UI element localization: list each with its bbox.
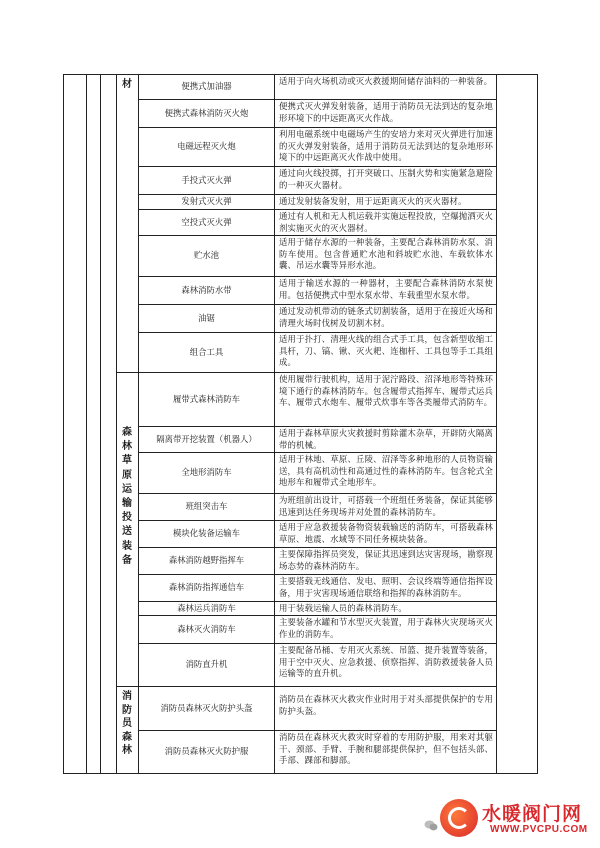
equipment-name: 隔离带开挖装置（机器人）: [156, 433, 257, 444]
table-divider: [116, 74, 117, 774]
equipment-name: 森林消防越野指挥车: [168, 555, 245, 566]
equipment-description: 便携式灭火弹发射装备，适用于消防员无法到达的复杂地形环境下的中远距离灭火作战。: [279, 101, 493, 123]
table-divider: [496, 74, 497, 774]
equipment-name: 履带式森林消防车: [173, 393, 240, 404]
equipment-description: 适用于输送水源的一种器材，主要配合森林消防水泵使用。包括便携式中型水泵水带、车载重型水泵水带。: [279, 278, 493, 300]
category-label-firefighter: 消防员森林: [122, 691, 132, 757]
equipment-description: 消防员在森林灭火救灾作业时用于对头部提供保护的专用防护头盔。: [279, 694, 493, 716]
equipment-name: 手投式灭火弹: [181, 174, 232, 185]
equipment-description: 主要配备吊桶、专用灭火系统、吊篮、提升装置等装备，用于空中灭火、应急救援、侦察指挥、消防救援装备人员运输等的直升机。: [279, 645, 493, 679]
equipment-description: 主要搭载无线通信、发电、照明、会议终端等通信指挥设备，用于灾害现场通信联络和指挥的森林消防车。: [279, 576, 493, 598]
equipment-description: 通过发动机带动的链条式切割装备，适用于在接近火场和清理火场时伐树及切割木材。: [279, 306, 493, 328]
category-label-materials: 材: [122, 79, 132, 90]
equipment-description: 主要保障指挥员突发，保证其迅速到达灾害现场，勘察现场态势的森林消防车。: [279, 549, 493, 571]
equipment-description: 通过向火线投掷，打开突破口、压制火势和实施紧急避险的一种灭火器材。: [279, 168, 493, 190]
wechat-icon: [424, 820, 438, 831]
watermark-title: 水暖阀门网: [482, 803, 583, 825]
equipment-description: 适用于储存水源的一种装备，主要配合森林消防水泵、消防车使用。包含普通贮水池和斜坡贮水池、车载软体水囊、吊运水囊等异形水池。: [279, 237, 493, 271]
equipment-name: 消防直升机: [185, 659, 228, 670]
equipment-description: 适用于应急救援装备物资装载输送的消防车，可搭载森林草原、地震、水域等不同任务模块装备。: [279, 522, 493, 544]
watermark-url: WWW.PVCPU.COM: [490, 824, 588, 835]
table-border-right: [537, 74, 538, 774]
equipment-name: 森林运兵消防车: [177, 602, 236, 613]
equipment-name: 模块化装备运输车: [173, 528, 240, 539]
site-watermark: [440, 793, 600, 848]
table-divider: [86, 74, 87, 774]
table-border-left: [63, 74, 64, 774]
equipment-description: 消防员在森林灭火救灾时穿着的专用防护服，用来对其躯干、颈部、手臂、手腕和腿部提供保护，但不包括头部、手部、踝部和脚部。: [279, 732, 493, 766]
equipment-name: 贮水池: [193, 250, 220, 261]
equipment-name: 组合工具: [189, 346, 224, 357]
equipment-name: 森林消防指挥通信车: [168, 582, 245, 593]
table-divider: [100, 74, 101, 774]
equipment-description: 适用于向火场机动或灭火救援期间储存油料的一种装备。: [279, 76, 493, 86]
equipment-name: 空投式灭火弹: [181, 216, 232, 227]
equipment-name: 便携式加油器: [181, 81, 232, 92]
equipment-name: 森林消防水带: [181, 284, 232, 295]
equipment-description: 通过发射装备发射，用于远距离灭火的灭火器材。: [279, 196, 467, 206]
equipment-description: 适用于森林草原火灾救援时剪除灌木杂草，开辟防火隔离带的机械。: [279, 428, 493, 450]
equipment-name: 全地形消防车: [181, 467, 232, 478]
equipment-name: 油锯: [198, 312, 215, 323]
site-logo-icon: [440, 799, 478, 837]
equipment-description: 主要装备水罐和节水型灭火装置，用于森林火灾现场灭火作业的消防车。: [279, 617, 493, 639]
equipment-description: 为班组前出设计，可搭载一个班组任务装备，保证其能够迅速到达任务现场并对处置的森林消防车。: [279, 495, 493, 517]
equipment-name: 电磁远程灭火炮: [177, 141, 236, 152]
equipment-description: 通过有人机和无人机运载并实施远程投放，空爆抛洒灭火剂实施灭火的灭火器材。: [279, 211, 493, 233]
equipment-description: 使用履带行驶机构，适用于泥泞路段、沼泽地形等特殊环境下通行的森林消防车。包含履带式指挥车、履带式运兵车、履带式水炮车、履带式炊事车等各类履带式消防车。: [279, 374, 493, 408]
equipment-name: 森林灭火消防车: [177, 623, 236, 634]
equipment-name: 便携式森林消防灭火炮: [164, 107, 249, 118]
equipment-name: 消防员森林灭火防护头盔: [160, 702, 253, 713]
equipment-name: 班组突击车: [185, 501, 228, 512]
equipment-description: 适用于林地、草原、丘陵、沼泽等多种地形的人员物资输送，具有高机动性和高通过性的森林消防车。包含轮式全地形车和履带式全地形车。: [279, 454, 493, 488]
equipment-name: 消防员森林灭火防护服: [164, 746, 249, 757]
category-label-transport: 森林草原运输投送装备: [122, 427, 132, 566]
equipment-description: 适用于扑打、清理火线的组合式手工具，包含新型收缩工具杆，刀、镐、锹、灭火耙、连枷杆、工具包等手工具组成。: [279, 334, 493, 368]
table-border-bottom: [63, 773, 538, 774]
equipment-description: 利用电磁系统中电磁场产生的安培力来对灭火弹进行加速的灭火弹发射装备，适用于消防员无法到达的复杂地形环境下的中远距离灭火作战中使用。: [279, 129, 493, 163]
equipment-description: 用于装载运输人员的森林消防车。: [279, 603, 407, 613]
equipment-name: 发射式灭火弹: [181, 196, 232, 207]
